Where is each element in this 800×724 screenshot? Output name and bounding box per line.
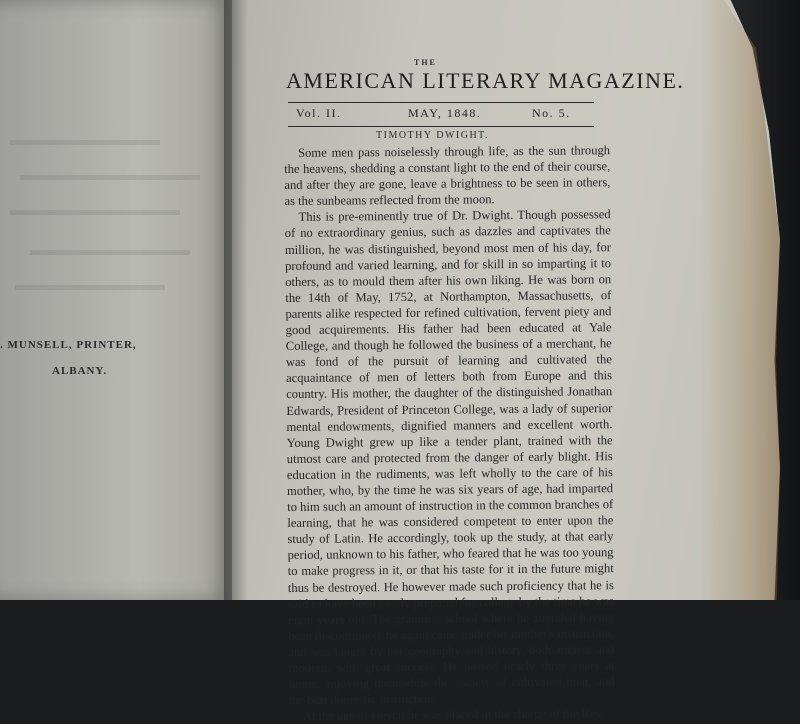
bleed-through-line (20, 175, 200, 180)
article-paragraph: Some men pass noiselessly through life, as the sun through the heavens, shedding a constant light to the end of their course, and after they are gone, leave a brightness to be seen in others, as the sunbeams reflected from the moon. (284, 143, 611, 209)
imprint-line-2: ALBANY. (52, 365, 108, 377)
article-paragraph: At the age of eleven he was placed in the charge of the Rev. (302, 706, 605, 724)
bleed-through-line (15, 285, 165, 290)
left-page (0, 0, 232, 600)
bleed-through-line (10, 210, 180, 215)
issue-number: No. 5. (532, 106, 571, 120)
imprint-line-1: . MUNSELL, PRINTER, (0, 339, 137, 351)
article-body (284, 142, 615, 724)
article-paragraph: This is pre-eminently true of Dr. Dwight. Though possessed of no extraordinary genius, such as dazzles and captivates the million, he was distinguished, beyond most men of his day, for profound and varied learning, and for skill in so imparting it to others, as to mould them after his own liking. He was born on the 14th of May, 1752, at Northampton, Massachusetts, of parents alike respected for refined cultivation, fervent piety and good acquirements. His father had been educated at Yale College, and though he followed the business of a merchant, he was fond of the pursuit of learning and cultivated the acquaintance of men of letters both from Europe and this country. His mother, the daughter of the distinguished Jonathan Edwards, President of Princeton College, was a lady of superior mental endowments, dignified manners and excellent worth. Young Dwight grew up like a tender plant, trained with the utmost care and protected from the danger of early blight. His education in the rudiments, was left wholly to the care of his mother, who, by the time he was six years of age, had imparted to him such an amount of instruction in the common branches of learning, that he was considered competent to enter upon the study of Latin. He accordingly, took up the study, at that early period, unknown to his father, who feared that he was too young to make progress in it, or that his taste for it in the future might thus be destroyed. He however made such proficiency that he is said to have been nearly prepared for college by the time he was eight years old. The grammar school where he attended having been discontinued, he again came under his mother's instruction, and was taught by her geography and history, both ancient and modern, with great success. He passed nearly three years at home, enjoying meanwhile the society of cultivated men, and the best domestic instruction. (284, 207, 615, 708)
masthead-the: THE (414, 58, 437, 67)
book-gutter (224, 0, 248, 600)
bleed-through-line (10, 140, 160, 145)
printer-imprint (0, 332, 200, 384)
masthead-rule-top (288, 102, 594, 103)
masthead-rule-bottom (288, 126, 594, 127)
bleed-through-line (30, 250, 190, 255)
issue-date: MAY, 1848. (408, 106, 482, 120)
article-title: TIMOTHY DWIGHT. (376, 130, 490, 141)
issue-volume: Vol. II. (296, 106, 342, 120)
magazine-title: AMERICAN LITERARY MAGAZINE. (286, 68, 685, 93)
